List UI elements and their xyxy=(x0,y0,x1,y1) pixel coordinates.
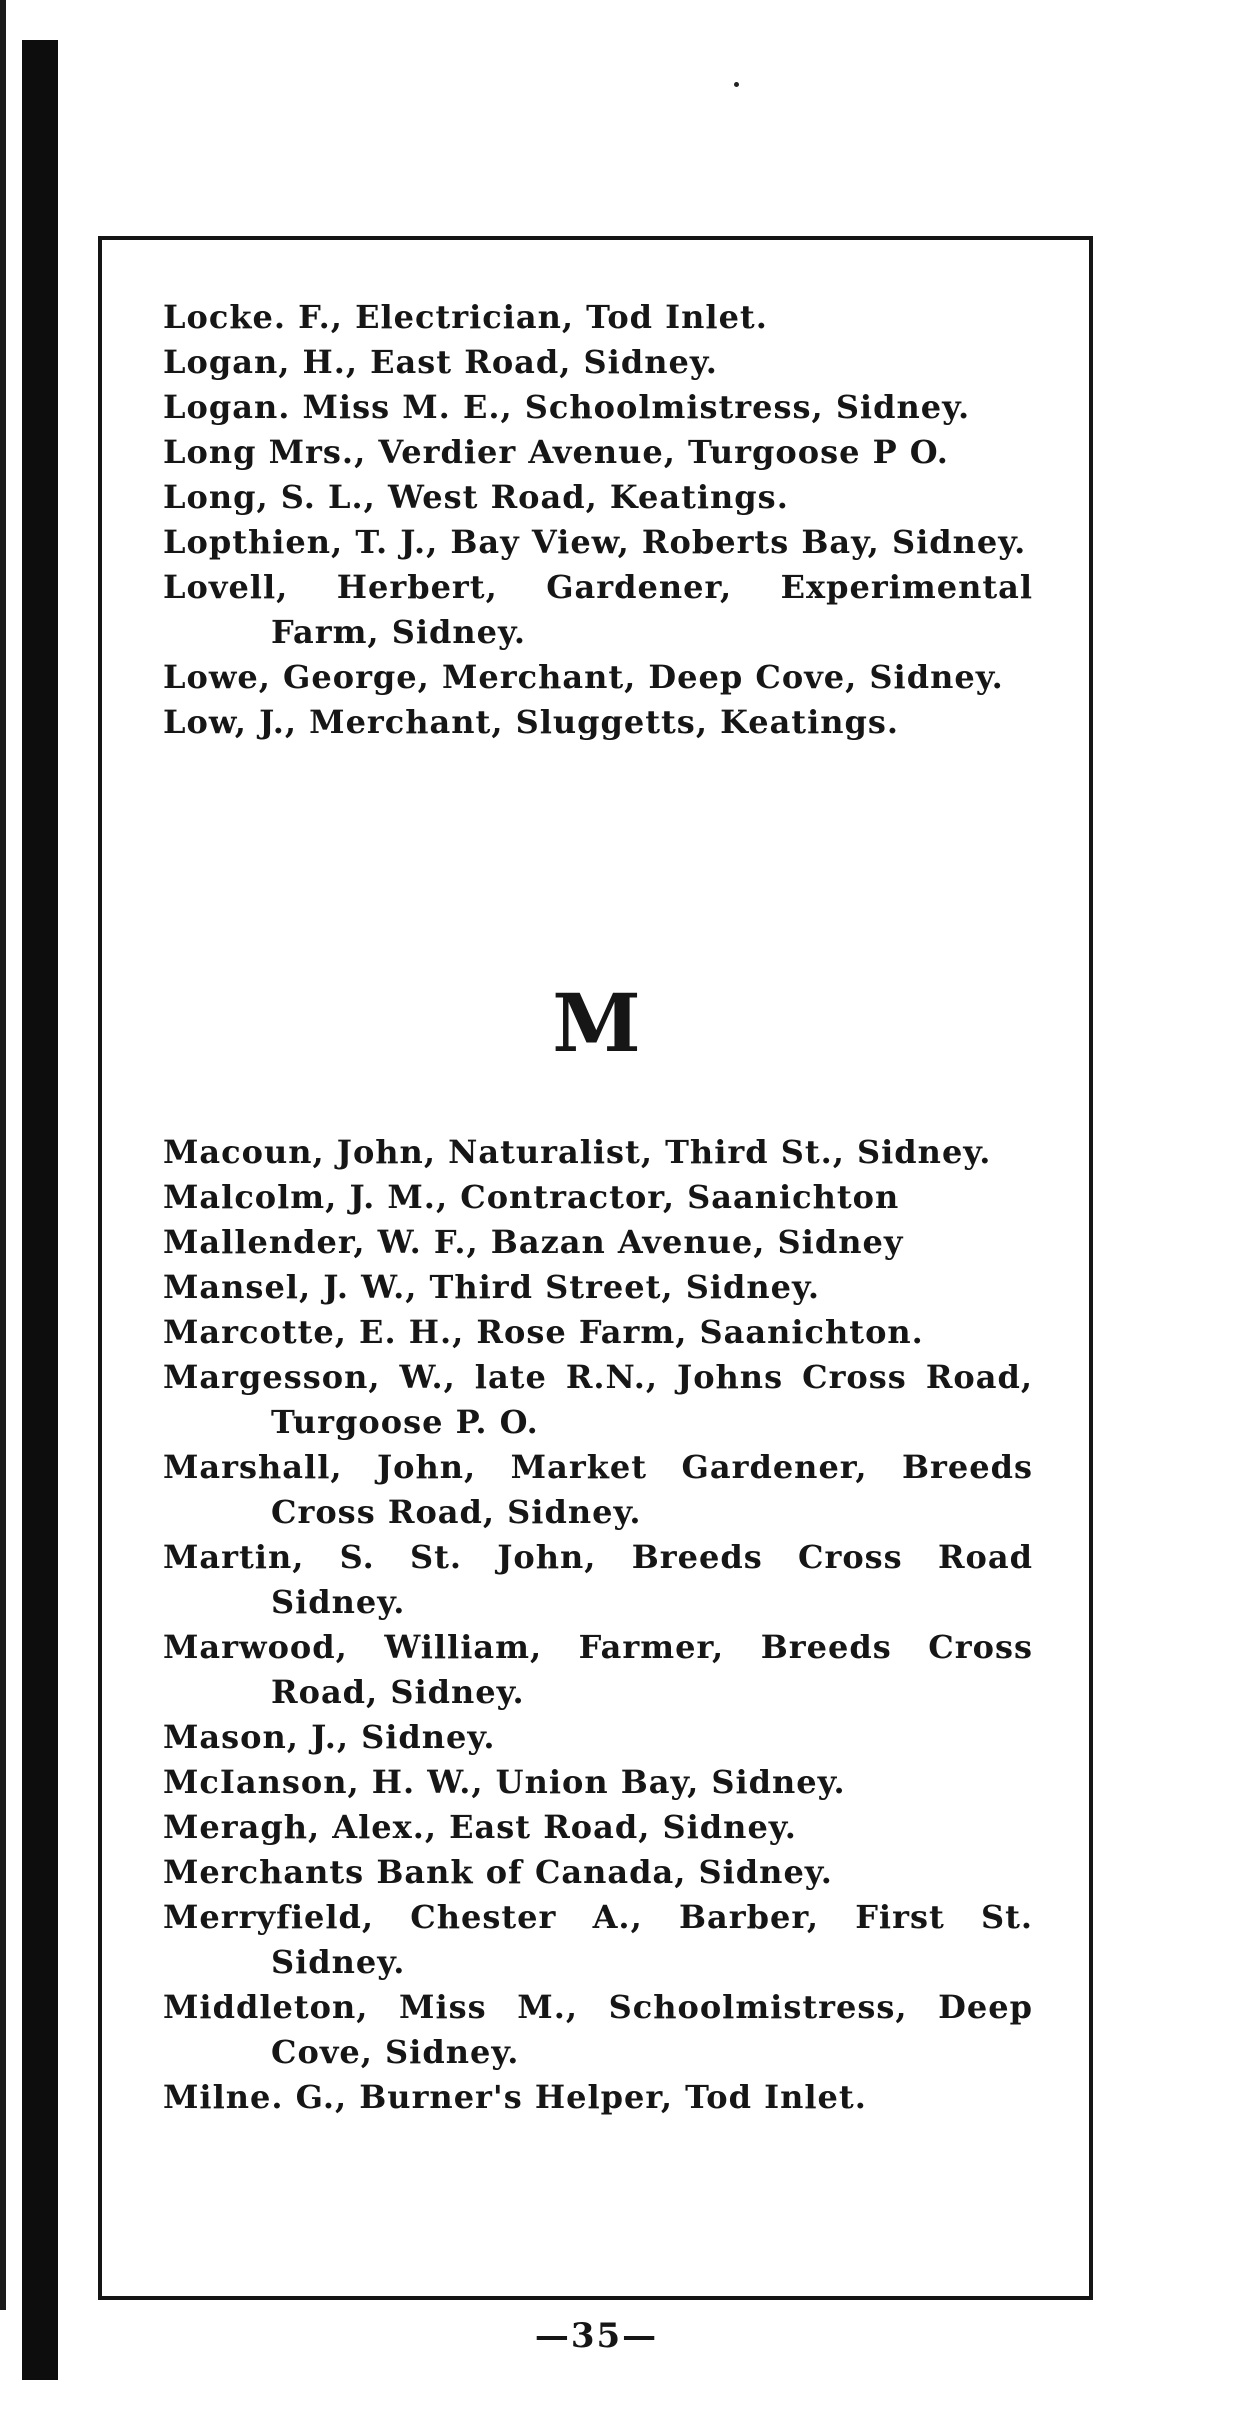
directory-entry: Marcotte, E. H., Rose Farm, Saanichton. xyxy=(163,1313,924,1351)
directory-entry: Martin, S. St. John, Breeds Cross Road Sidney. xyxy=(163,1538,1033,1621)
directory-entry: Logan, H., East Road, Sidney. xyxy=(163,343,718,381)
directory-entry: Macoun, John, Naturalist, Third St., Sidney. xyxy=(163,1133,992,1171)
directory-entry: Lopthien, T. J., Bay View, Roberts Bay, Sidney. xyxy=(163,523,1027,561)
directory-entry: Merchants Bank of Canada, Sidney. xyxy=(163,1853,833,1891)
directory-entry: Mason, J., Sidney. xyxy=(163,1718,496,1756)
directory-entry: Meragh, Alex., East Road, Sidney. xyxy=(163,1808,797,1846)
binding-edge-line xyxy=(0,0,6,2310)
directory-entry: Margesson, W., late R.N., Johns Cross Road, Turgoose P. O. xyxy=(163,1358,1033,1441)
directory-entry: Locke. F., Electrician, Tod Inlet. xyxy=(163,298,768,336)
directory-entry: McIanson, H. W., Union Bay, Sidney. xyxy=(163,1763,846,1801)
directory-entry: Marshall, John, Market Gardener, Breeds Cross Road, Sidney. xyxy=(163,1448,1033,1531)
section-heading-letter: M xyxy=(552,976,641,1070)
directory-entry: Long, S. L., West Road, Keatings. xyxy=(163,478,789,516)
page-number: —35— xyxy=(534,2316,659,2356)
directory-entry: Mansel, J. W., Third Street, Sidney. xyxy=(163,1268,821,1306)
binding-shadow xyxy=(22,40,58,2380)
directory-entry: Milne. G., Burner's Helper, Tod Inlet. xyxy=(163,2078,867,2116)
directory-entry: Malcolm, J. M., Contractor, Saanichton xyxy=(163,1178,900,1216)
directory-entry: Lovell, Herbert, Gardener, Experimental Farm, Sidney. xyxy=(163,568,1033,651)
directory-entry: Middleton, Miss M., Schoolmistress, Deep Cove, Sidney. xyxy=(163,1988,1033,2071)
directory-entry: Mallender, W. F., Bazan Avenue, Sidney xyxy=(163,1223,904,1261)
directory-entry: Lowe, George, Merchant, Deep Cove, Sidney. xyxy=(163,658,1004,696)
directory-entry: Logan. Miss M. E., Schoolmistress, Sidney. xyxy=(163,388,971,426)
directory-list-l xyxy=(163,295,1033,745)
directory-entry: Merryfield, Chester A., Barber, First St. Sidney. xyxy=(163,1898,1033,1981)
directory-entry: Marwood, William, Farmer, Breeds Cross Road, Sidney. xyxy=(163,1628,1033,1711)
directory-entry: Long Mrs., Verdier Avenue, Turgoose P O. xyxy=(163,433,949,471)
print-speck xyxy=(734,82,739,87)
directory-entry: Low, J., Merchant, Sluggetts, Keatings. xyxy=(163,703,900,741)
directory-list-m xyxy=(163,1130,1033,2120)
